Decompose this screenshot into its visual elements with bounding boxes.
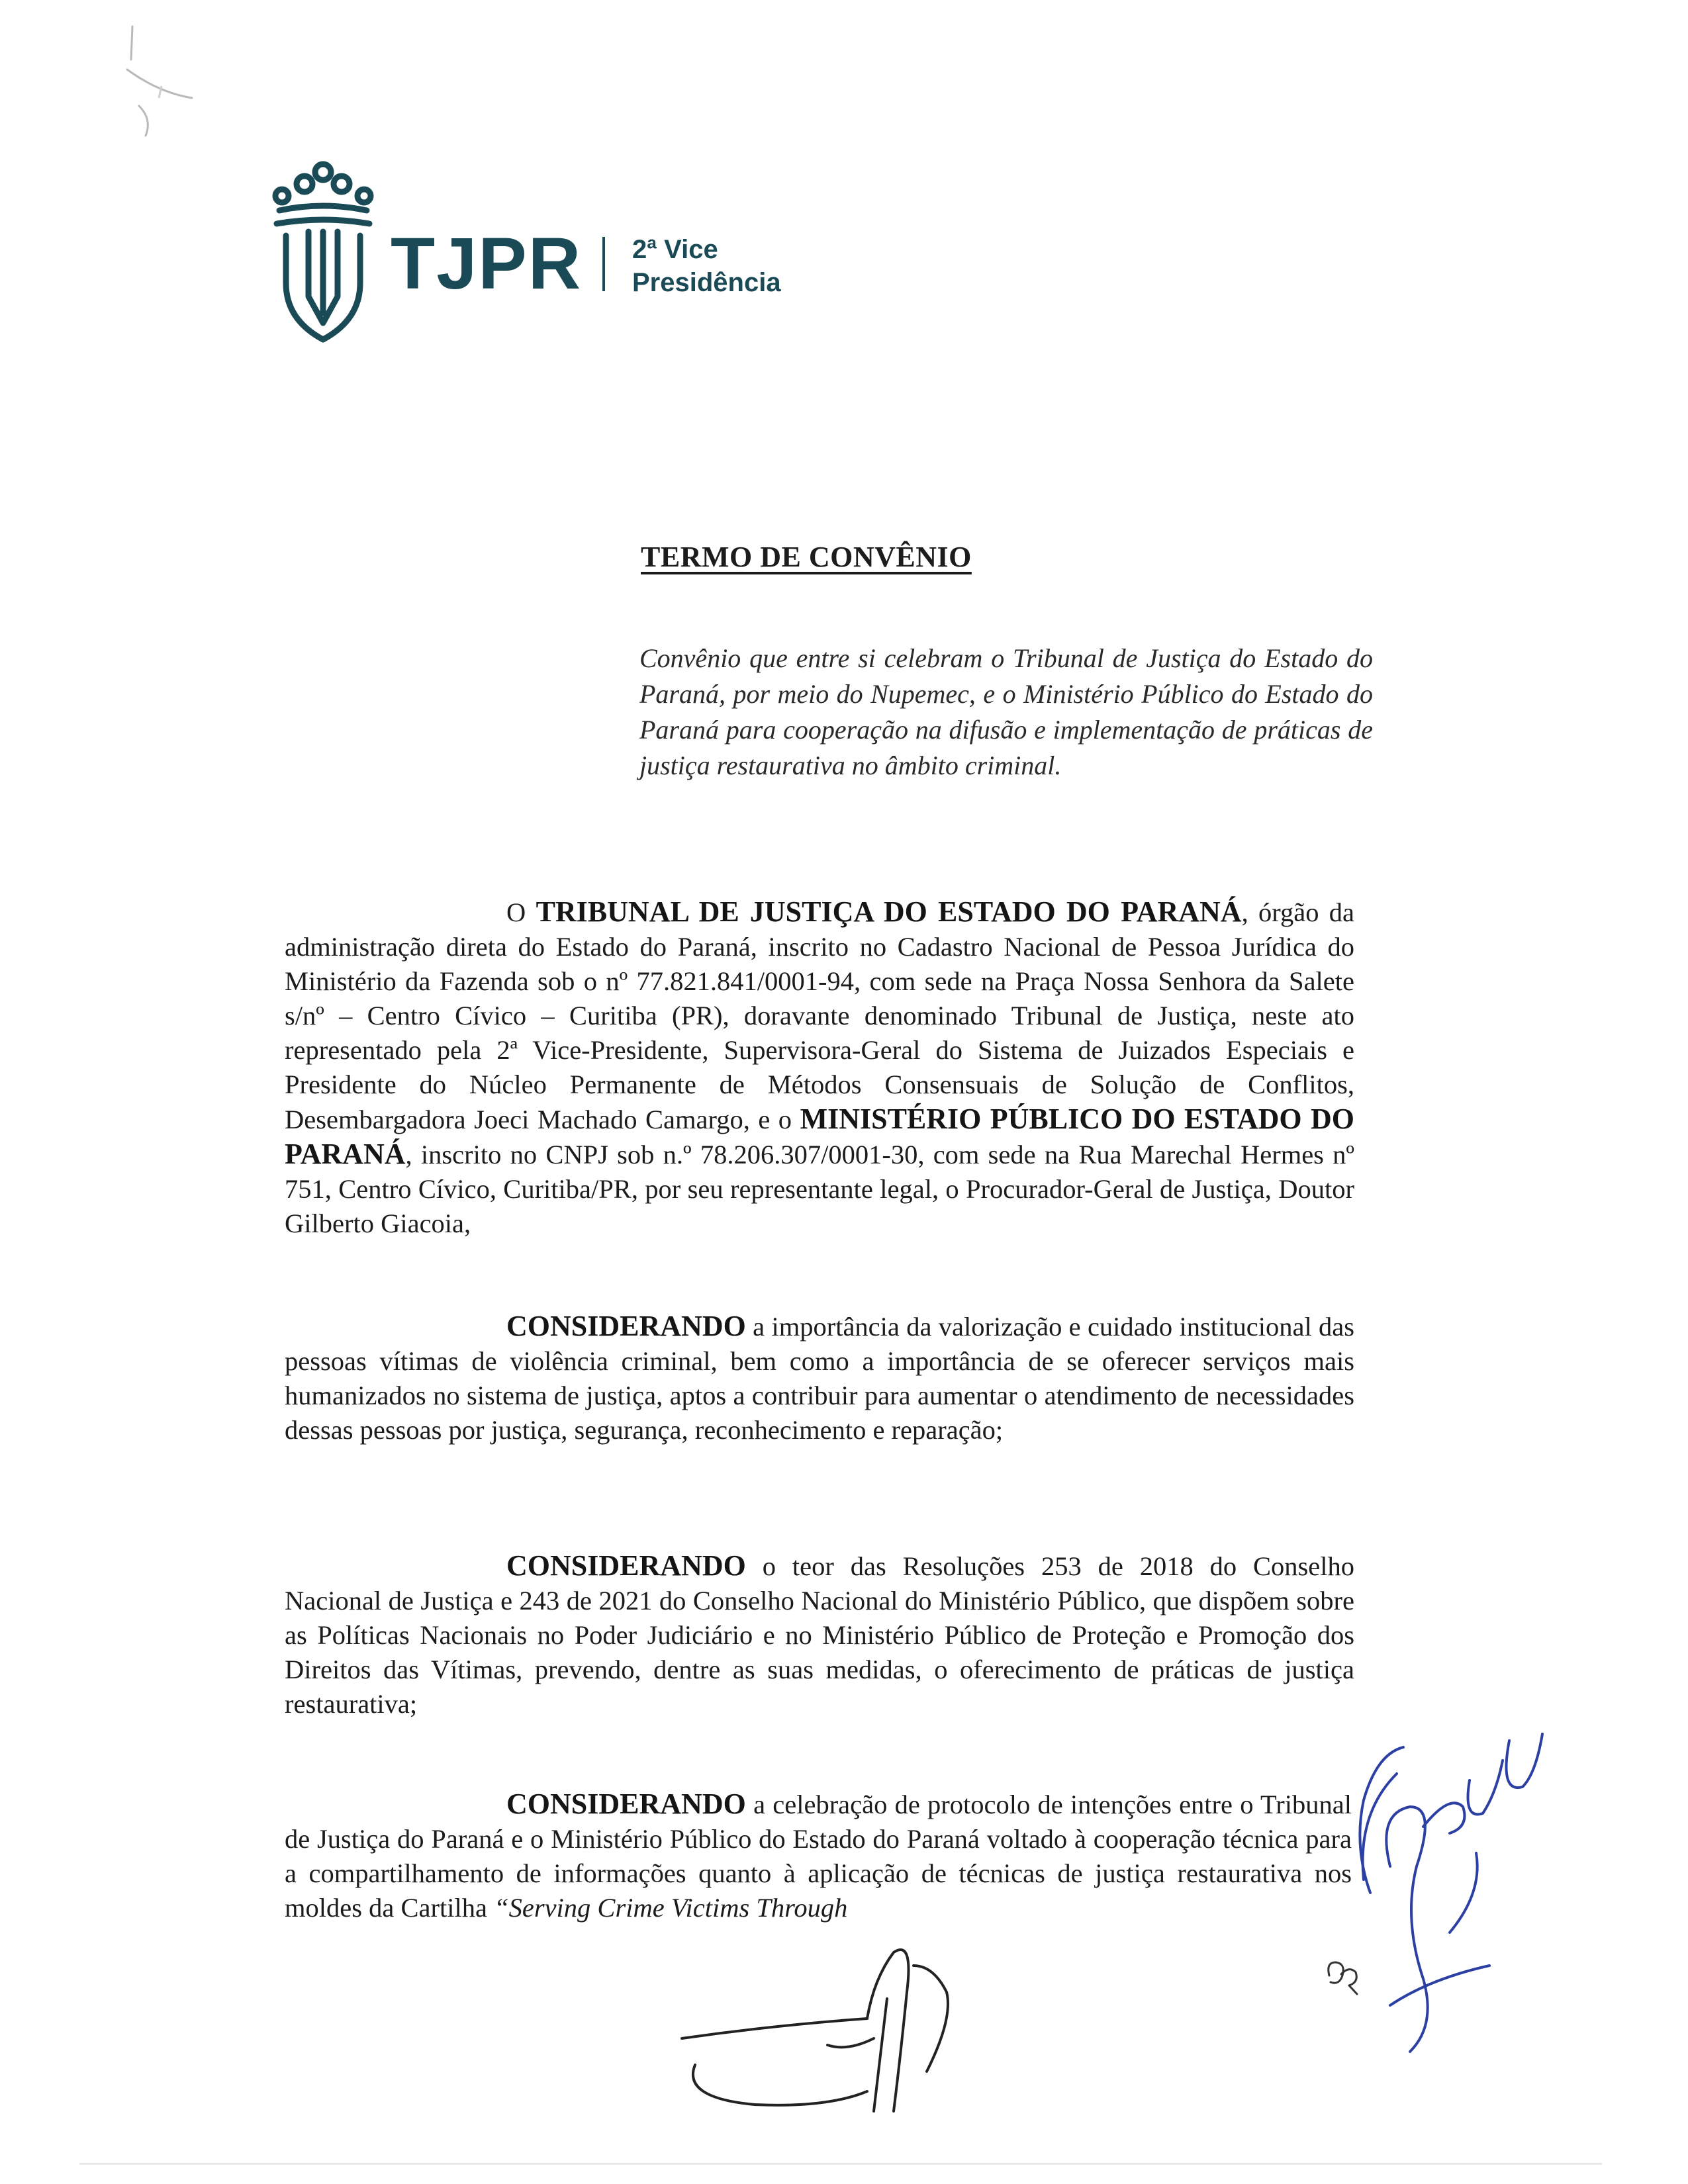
signature-blue-icon bbox=[1350, 1694, 1562, 2065]
brand-division bbox=[632, 233, 781, 299]
party-tribunal-description: , órgão da administração direta do Estado do Paraná, inscrito no Cadastro Nacional de Pessoa Jurídica do Ministério da Fazenda sob o nº 77.821.841/0001-94, com sede na Praça Nossa Senhora da Salete s/nº – Centro Cívico – Curitiba (PR), doravante denominado Tribunal de Justiça, neste ato representado pela 2ª Vice-Presidente, Supervisora-Geral do Sistema de Juizados Especiais e Presidente do Núcleo Permanente de Métodos Consensuais de Solução de Conflitos, Desembargadora Joeci Machado Camargo, e o bbox=[285, 897, 1355, 1134]
scan-bottom-edge bbox=[79, 2163, 1602, 2165]
party-tribunal: TRIBUNAL DE JUSTIÇA DO ESTADO DO PARANÁ bbox=[536, 895, 1242, 928]
division-line-2: Presidência bbox=[632, 268, 781, 297]
cartilha-quote: “Serving Crime Victims Through bbox=[494, 1893, 848, 1923]
considerando-text: o teor das Resoluções 253 de 2018 do Conselho Nacional de Justiça e 243 de 2021 do Conselho Nacional do Ministério Público, que dispõem sobre as Políticas Nacionais no Poder Judiciário e no Ministério Público de Proteção e Promoção dos Direitos das Vítimas, prevendo, dentre as suas medidas, o oferecimento de práticas de justiça restaurativa; bbox=[285, 1551, 1354, 1719]
paragraph-considerando-1 bbox=[285, 1309, 1354, 1447]
considerando-keyword: CONSIDERANDO bbox=[506, 1549, 746, 1582]
division-line-1: 2ª Vice bbox=[632, 235, 718, 264]
brand-divider bbox=[602, 237, 605, 291]
document-ementa: Convênio que entre si celebram o Tribunal de Justiça do Estado do Paraná, por meio do Nupemec, e o Ministério Público do Estado do Paraná para cooperação na difusão e implementação de práticas de justiça restaurativa no âmbito criminal. bbox=[639, 643, 1373, 780]
initials-icon bbox=[1323, 1956, 1369, 1995]
scan-corner-mark-icon bbox=[119, 20, 205, 146]
considerando-text: a celebração de protocolo de intenções entre o Tribunal de Justiça do Paraná e o Ministério Público do Estado do Paraná voltado à cooperação técnica para a compartilhamento de informações quanto à aplicação de técnicas de justiça restaurativa nos moldes da Cartilha bbox=[285, 1790, 1352, 1923]
paragraph-lead: O bbox=[506, 897, 526, 927]
considerando-keyword: CONSIDERANDO bbox=[506, 1788, 746, 1820]
brand-wordmark: TJPR bbox=[391, 223, 583, 304]
considerando-keyword: CONSIDERANDO bbox=[506, 1310, 746, 1342]
party-ministerio-description: , inscrito no CNPJ sob n.º 78.206.307/0001-30, com sede na Rua Marechal Hermes nº 751, Centro Cívico, Curitiba/PR, por seu representante legal, o Procurador-Geral de Justiça, Doutor Gilberto Giacoia, bbox=[285, 1140, 1354, 1238]
document-title: TERMO DE CONVÊNIO bbox=[641, 541, 972, 573]
signature-black-icon bbox=[675, 1939, 1033, 2131]
paragraph-considerando-2 bbox=[285, 1549, 1354, 1721]
considerando-text: a importância da valorização e cuidado institucional das pessoas vítimas de violência criminal, bem como a importância de se oferecer serviços mais humanizados no sistema de justiça, aptos a contribuir para aumentar o atendimento de necessidades dessas pessoas por justiça, segurança, reconhecimento e reparação; bbox=[285, 1312, 1355, 1445]
paragraph-parties bbox=[285, 895, 1354, 1241]
party-ministerio: MINISTÉRIO PÚBLICO DO ESTADO DO PARANÁ bbox=[285, 1103, 1355, 1170]
paragraph-considerando-3 bbox=[285, 1787, 1352, 1925]
